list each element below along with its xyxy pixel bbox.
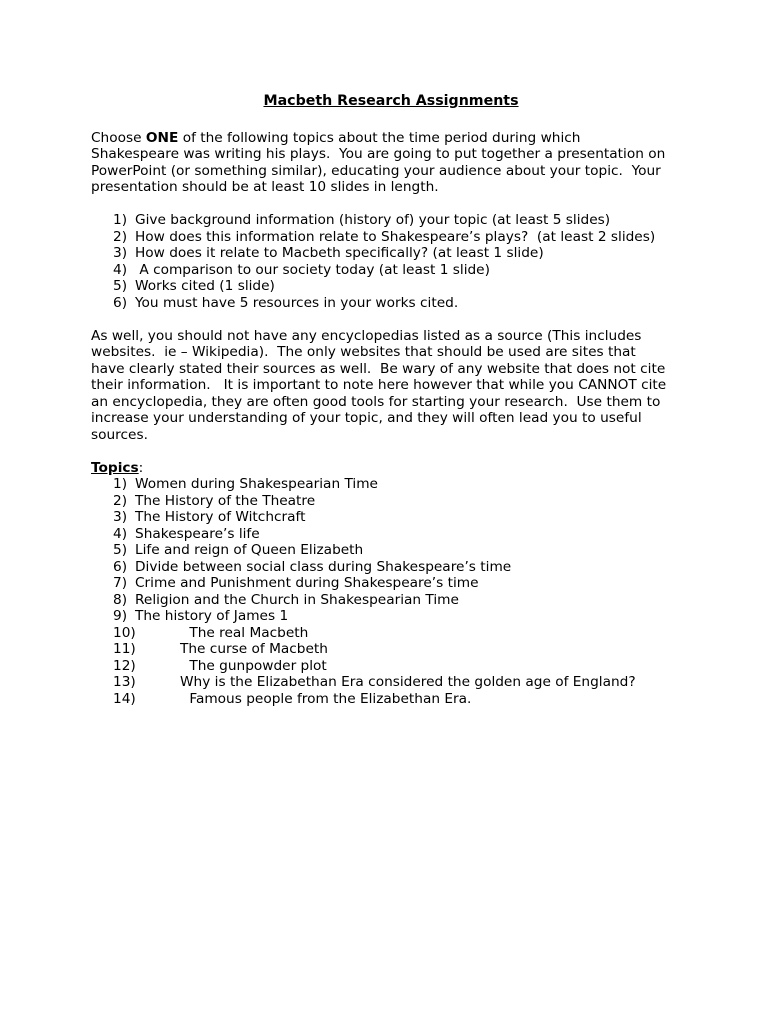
- requirement-item: [91, 262, 691, 279]
- list-text: Give background information (history of) your topic (at least 5 slides): [135, 212, 611, 228]
- warning-paragraph: [91, 328, 691, 444]
- requirement-item: [91, 295, 691, 312]
- topic-item: [91, 476, 691, 493]
- list-text: The History of the Theatre: [135, 492, 316, 509]
- topic-item: [91, 674, 691, 691]
- list-text: Shakespeare’s life: [135, 525, 260, 542]
- list-text: Religion and the Church in Shakespearian Time: [135, 591, 459, 608]
- topic-item: [91, 608, 691, 625]
- list-text: Crime and Punishment during Shakespeare’s time: [135, 575, 479, 591]
- topics-heading-line: [91, 460, 691, 477]
- topic-item: [91, 691, 691, 708]
- list-text: How does this information relate to Shakespeare’s plays? (at least 2 slides): [135, 228, 656, 245]
- topic-item: [91, 542, 691, 559]
- list-text: Life and reign of Queen Elizabeth: [135, 542, 364, 558]
- warning-line: websites. ie – Wikipedia). The only websites that should be used are sites that: [91, 344, 636, 360]
- topic-item: [91, 592, 691, 609]
- list-number: 9): [113, 608, 128, 624]
- requirement-item: [91, 229, 691, 246]
- topic-item: [91, 526, 691, 543]
- topics-section: [91, 460, 691, 708]
- list-text: The curse of Macbeth: [180, 641, 328, 657]
- list-number: 2): [113, 492, 128, 509]
- warning-line: increase your understanding of your topic, and they will often lead you to useful: [91, 410, 642, 426]
- topics-heading-suffix: :: [138, 459, 144, 476]
- intro-line: PowerPoint (or something similar), educating your audience about your topic. Your: [91, 162, 661, 179]
- list-text: A comparison to our society today (at least 1 slide): [135, 261, 490, 278]
- list-number: 1): [113, 476, 128, 492]
- list-number: 11): [113, 641, 136, 657]
- warning-line: sources.: [91, 426, 148, 443]
- list-number: 3): [113, 509, 128, 525]
- warning-line: As well, you should not have any encyclopedias listed as a source (This includes: [91, 327, 642, 344]
- list-text: The history of James 1: [135, 608, 289, 624]
- topic-item: [91, 641, 691, 658]
- list-text: How does it relate to Macbeth specifically? (at least 1 slide): [135, 245, 544, 261]
- warning-line: have clearly stated their sources as well. Be wary of any website that does not cite: [91, 360, 666, 377]
- list-number: 1): [113, 212, 128, 228]
- topic-item: [91, 509, 691, 526]
- list-text: The real Macbeth: [185, 624, 309, 641]
- list-text: The History of Witchcraft: [135, 509, 306, 525]
- list-number: 2): [113, 228, 128, 245]
- list-text: Works cited (1 slide): [135, 278, 275, 294]
- list-number: 5): [113, 278, 128, 294]
- list-number: 4): [113, 525, 128, 542]
- topics-list: [91, 476, 691, 707]
- list-number: 6): [113, 558, 128, 575]
- list-text: The gunpowder plot: [185, 657, 327, 674]
- list-text: You must have 5 resources in your works cited.: [135, 294, 459, 311]
- list-number: 13): [113, 674, 136, 690]
- list-number: 14): [113, 690, 136, 707]
- list-number: 6): [113, 294, 128, 311]
- topic-item: [91, 575, 691, 592]
- list-number: 10): [113, 624, 136, 641]
- warning-line: an encyclopedia, they are often good tools for starting your research. Use them to: [91, 393, 661, 410]
- document-page: [91, 93, 691, 707]
- intro-text: Choose: [91, 129, 146, 146]
- intro-line: presentation should be at least 10 slides in length.: [91, 179, 439, 195]
- intro-emphasis: ONE: [145, 129, 179, 146]
- intro-paragraph: [91, 130, 691, 196]
- requirement-item: [91, 245, 691, 262]
- topics-heading: Topics: [91, 459, 139, 476]
- document-title: Macbeth Research Assignments: [263, 93, 519, 109]
- intro-line: Shakespeare was writing his plays. You are going to put together a presentation on: [91, 146, 666, 162]
- requirement-item: [91, 278, 691, 295]
- list-number: 5): [113, 542, 128, 558]
- list-number: 7): [113, 575, 128, 591]
- warning-line: their information. It is important to note here however that while you CANNOT cite: [91, 377, 667, 393]
- list-number: 4): [113, 261, 128, 278]
- topic-item: [91, 493, 691, 510]
- topic-item: [91, 658, 691, 675]
- list-number: 12): [113, 657, 136, 674]
- list-text: Famous people from the Elizabethan Era.: [185, 690, 472, 707]
- intro-text: of the following topics about the time period during which: [178, 129, 581, 146]
- topic-item: [91, 559, 691, 576]
- list-text: Divide between social class during Shakespeare’s time: [135, 558, 512, 575]
- list-text: Why is the Elizabethan Era considered the golden age of England?: [180, 674, 636, 690]
- list-text: Women during Shakespearian Time: [135, 476, 378, 492]
- topic-item: [91, 625, 691, 642]
- list-number: 3): [113, 245, 128, 261]
- requirements-list: [91, 212, 691, 311]
- intro-line: [91, 130, 691, 147]
- requirement-item: [91, 212, 691, 229]
- list-number: 8): [113, 591, 128, 608]
